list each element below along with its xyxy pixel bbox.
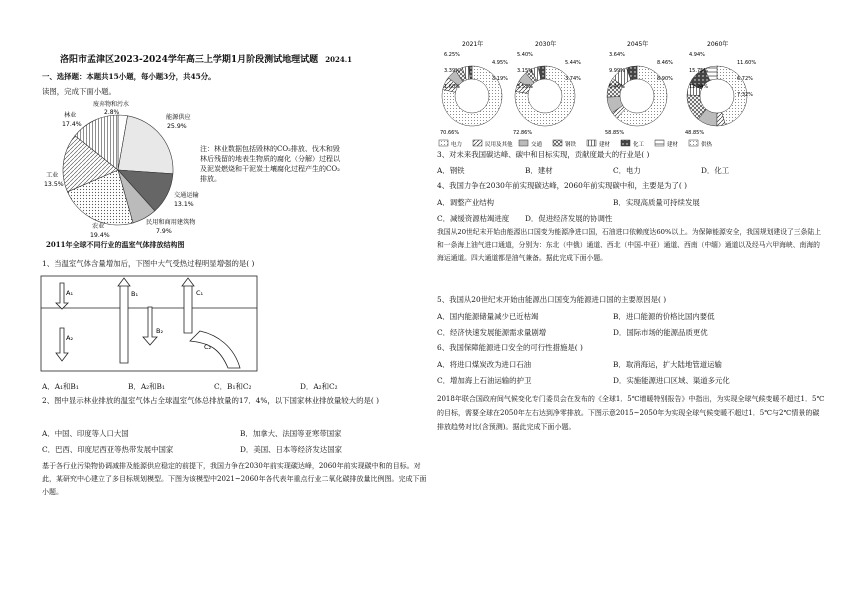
donut-data-label: 5.40% bbox=[517, 52, 533, 58]
page-title bbox=[60, 55, 352, 65]
passage-energy-import: 我国从20世纪末开始由能源出口国变为能源净进口国，石油进口依赖度达60%以上。为保障能源安全，我国规划建设了三条陆上和一条海上油气进口通道，分别为：东北（中俄）通道、西北（中国-中亚）通道、西南（中缅）通道以及经马六甲海峡、南海的海运通道。四大通道都是油气兼备。据此完成下面小题。 bbox=[437, 228, 821, 262]
legend-swatch bbox=[689, 140, 698, 146]
legend-swatch bbox=[519, 140, 528, 146]
q1-option-c[interactable]: C．B₁和C₂ bbox=[214, 382, 252, 391]
pie-label-industry: 工业 bbox=[46, 172, 59, 179]
label-a1: A₁ bbox=[66, 289, 74, 297]
q3-option-c[interactable]: C．电力 bbox=[613, 166, 641, 175]
q5-option-c[interactable]: C．经济快速发展能源需求量剧增 bbox=[437, 328, 547, 337]
donut-data-label: 1.60% bbox=[444, 84, 460, 90]
donut-data-label: 3.19% bbox=[492, 76, 508, 82]
q6-option-c[interactable]: C．增加海上石油运输的护卫 bbox=[437, 376, 532, 385]
donut-year-label: 2021年 bbox=[462, 41, 484, 48]
pie-label-waste: 废弃物和污水 bbox=[93, 101, 130, 108]
q6-option-d[interactable]: D．实施能源进口区域、渠道多元化 bbox=[613, 376, 730, 385]
q3-option-a[interactable]: A．钢铁 bbox=[437, 166, 465, 175]
donut-data-label: 9.99% bbox=[609, 68, 625, 74]
donut-data-label: 3.74% bbox=[565, 76, 581, 82]
donut-data-label: 5.44% bbox=[565, 60, 581, 66]
donut-data-label: 48.85% bbox=[685, 130, 705, 136]
donut-data-label: 6.25% bbox=[444, 52, 460, 58]
legend-swatch bbox=[473, 140, 482, 146]
heat-process-diagram bbox=[40, 273, 260, 373]
q4-option-d[interactable]: D．促进经济发展的协调性 bbox=[525, 214, 613, 223]
legend-label: 供热 bbox=[701, 142, 713, 148]
q2-stem: 2、图中显示林业排放的温室气体占全球温室气体总排放量的17．4%，以下国家林业排放量较大的是( ) bbox=[42, 396, 379, 405]
donut-data-label: 12.24% bbox=[689, 84, 709, 90]
q5-stem: 5、我国从20世纪末开始由能源出口国变为能源进口国的主要原因是( ) bbox=[437, 295, 667, 304]
legend-label: 建材 bbox=[599, 142, 611, 148]
donut-year-label: 2045年 bbox=[627, 41, 649, 48]
label-b1: B₁ bbox=[131, 290, 139, 298]
donut-data-label: 5.46% bbox=[609, 84, 625, 90]
label-c2: C₂ bbox=[204, 343, 212, 351]
q4-stem: 4、我国力争在2030年前实现碳达峰，2060年前实现碳中和，主要是为了( ) bbox=[437, 181, 687, 190]
donut-data-label: 58.85% bbox=[605, 130, 625, 136]
passage-climate-report: 2018年联合国政府间气候变化专门委员会在发布的《全球1．5℃增暖特别报告》中指出，为实现全球气候变暖不超过1．5℃的目标，需要全球在2050年左右达到净零排放。下图示意2015~2050年为实现全球气候变暖不超过1．5℃与2℃情景的碳排放趋势对比(含预测)。据此完成下面小题。 bbox=[437, 395, 825, 431]
donut-data-label: 3.52% bbox=[517, 84, 533, 90]
pie-value-waste: 2.8% bbox=[104, 109, 120, 116]
donut-data-label: 7.32% bbox=[737, 92, 753, 98]
pie-value-buildings: 7.9% bbox=[156, 228, 172, 235]
q1-option-a[interactable]: A．A₁和B₁ bbox=[42, 382, 79, 391]
q1-option-d[interactable]: D．A₂和C₂ bbox=[300, 382, 338, 391]
title-text: 洛阳市孟津区2023-2024学年高三上学期1月阶段测试地理试题 bbox=[60, 55, 319, 65]
legend-label: 钢铁 bbox=[565, 142, 577, 148]
donut-data-label: 3.15% bbox=[517, 68, 533, 74]
q6-option-a[interactable]: A．将进口煤炭改为进口石油 bbox=[437, 360, 532, 369]
legend-label: 化工 bbox=[633, 142, 645, 148]
q3-option-d[interactable]: D．化工 bbox=[701, 166, 730, 175]
passage-carbon-model: 基于各行业污染物协调减排及能源供应稳定的前提下，我国力争在2030年前实现碳达峰，2060年前实现碳中和的目标。对此，某研究中心建立了多目标规划模型。下图为该模型中2021~2060年各代表年重点行业二氧化碳排放量比例图。完成下面小题。 bbox=[42, 462, 427, 496]
q4-option-c[interactable]: C．减缓资源枯竭进度 bbox=[437, 214, 510, 223]
donut-data-label: 70.66% bbox=[440, 130, 460, 136]
q5-option-d[interactable]: D．国际市场的能源品质更优 bbox=[613, 328, 708, 337]
donut-year-label: 2030年 bbox=[535, 41, 557, 48]
pie-label-energy: 能源供应 bbox=[166, 114, 191, 121]
donut-data-label: 4.94% bbox=[689, 52, 705, 58]
q5-option-b[interactable]: B．进口能源的价格比国内要低 bbox=[613, 312, 715, 321]
donut-data-label: 72.86% bbox=[513, 130, 533, 136]
section-heading: 一、选择题：本题共15小题，每小题3分，共45分。 bbox=[42, 72, 216, 81]
legend-swatch bbox=[439, 140, 448, 146]
q4-option-a[interactable]: A．调整产业结构 bbox=[437, 198, 495, 207]
q2-option-d[interactable]: D．美国、日本等经济发达国家 bbox=[240, 445, 343, 454]
carbon-share-donut-charts bbox=[437, 38, 827, 150]
legend-swatch bbox=[655, 140, 664, 146]
pie-slice-energy bbox=[118, 116, 173, 174]
label-a2: A₂ bbox=[66, 334, 74, 342]
donut-data-label: 8.90% bbox=[657, 76, 673, 82]
legend-label: 电力 bbox=[451, 142, 463, 148]
pie-value-transport: 13.1% bbox=[174, 201, 194, 208]
donut-data-label: 3.39% bbox=[444, 68, 460, 74]
donut-data-label: 15.75% bbox=[689, 68, 709, 74]
legend-label: 民用及其他 bbox=[485, 142, 513, 148]
title-date: 2024.1 bbox=[325, 55, 353, 64]
legend-label: 交通 bbox=[531, 142, 543, 148]
donut-data-label: 3.64% bbox=[609, 52, 625, 58]
pie-label-forestry: 林业 bbox=[64, 112, 77, 119]
q6-option-b[interactable]: B．取消海运，扩大陆地管道运输 bbox=[613, 360, 722, 369]
pie-label-agriculture: 农业 bbox=[92, 223, 105, 230]
legend-swatch bbox=[587, 140, 596, 146]
legend-swatch bbox=[553, 140, 562, 146]
legend-label: 建材 bbox=[667, 142, 679, 148]
donut-data-label: 4.95% bbox=[492, 60, 508, 66]
intro-text: 读图，完成下面小题。 bbox=[42, 87, 116, 96]
q1-stem: 1、当温室气体含量增加后，下图中大气受热过程明显增强的是( ) bbox=[42, 259, 255, 268]
pie-caption: 2011年全球不同行业的温室气体排放结构图 bbox=[46, 240, 185, 249]
pie-value-agriculture: 19.4% bbox=[90, 232, 110, 239]
q3-stem: 3、对未来我国碳达峰、碳中和目标实现，贡献度最大的行业是( ) bbox=[437, 150, 650, 159]
q6-stem: 6、我国保障能源进口安全的可行性措施是( ) bbox=[437, 343, 583, 352]
pie-value-forestry: 17.4% bbox=[62, 121, 82, 128]
donut-year-label: 2060年 bbox=[707, 41, 729, 48]
q3-option-b[interactable]: B．建材 bbox=[525, 166, 553, 175]
label-b2: B₂ bbox=[156, 327, 164, 335]
label-c1: C₁ bbox=[196, 289, 204, 297]
donut-data-label: 8.46% bbox=[657, 60, 673, 66]
q2-option-c[interactable]: C．巴西、印度尼西亚等热带发展中国家 bbox=[42, 445, 174, 454]
pie-value-industry: 13.5% bbox=[44, 181, 64, 188]
donut-data-label: 6.72% bbox=[737, 76, 753, 82]
q2-option-a[interactable]: A．中国、印度等人口大国 bbox=[42, 429, 129, 438]
q5-option-a[interactable]: A．国内能源储量减少已近枯竭 bbox=[437, 312, 539, 321]
q1-option-b[interactable]: B．A₂和B₁ bbox=[128, 382, 165, 391]
legend-swatch bbox=[621, 140, 630, 146]
donut-data-label: 11.60% bbox=[737, 60, 757, 66]
pie-label-buildings: 民用和商用建筑物 bbox=[146, 219, 196, 226]
pie-label-transport: 交通运输 bbox=[174, 192, 199, 199]
q2-option-b[interactable]: B．加拿大、法国等亚寒带国家 bbox=[240, 429, 342, 438]
q4-option-b[interactable]: B．实现高质量可持续发展 bbox=[613, 198, 700, 207]
pie-note: 注：林业数据包括毁林的CO₂排放、伐木和毁林后残留的地表生物质的腐化（分解）过程以及泥炭燃烧和干泥炭土壤腐化过程产生的CO₂排放。 bbox=[200, 145, 340, 183]
pie-value-energy: 25.9% bbox=[167, 123, 187, 130]
